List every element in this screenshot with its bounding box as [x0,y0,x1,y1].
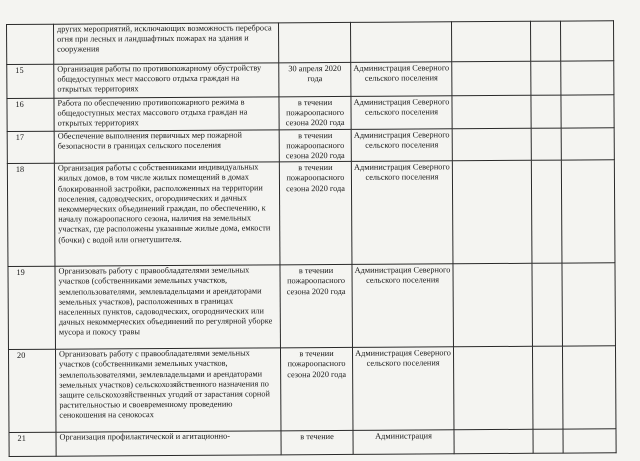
empty-cell [530,21,560,61]
empty-cell [533,429,563,453]
task-cell: других мероприятий, исключающих возможность переброса огня при лесных и ландшафтных пожарах на здания и сооружения [54,23,279,64]
responsible-cell: Администрация Северного сельского поселения [352,347,454,431]
term-cell: в течении пожароопасного сезона 2020 года [279,129,351,162]
responsible-cell: Администрация Северного сельского поселения [351,161,453,265]
empty-cell [561,95,614,128]
table-row [7,95,614,131]
fire-safety-plan-table [6,20,617,457]
empty-cell [562,263,616,346]
responsible-cell: Администрация Северного сельского поселения [351,128,452,161]
task-cell: Работа по обеспечению противопожарного режима в общедоступных местах массового отдыха граждан на открытых территориях [54,97,279,131]
term-cell [278,22,350,62]
empty-cell [452,128,531,161]
term-cell: в течение [281,431,353,455]
task-cell: Организовать работу с правообладателями земельных участков (собственниками земельных участков, землепользователями, землевладельцами и арендаторами земельных участков), расположенных в границах населенных пунктов, садоводческих, огороднических или дачных некоммерческих объединений по регулярной уборке мусора и покосу травы [55,265,281,349]
empty-cell [531,95,561,128]
empty-cell [454,430,533,454]
empty-cell [563,429,616,453]
table-row [8,346,615,433]
empty-cell [451,21,530,61]
table-row [7,160,615,267]
term-cell: в течении пожароопасного сезона 2020 года [280,348,353,431]
row-number: 20 [8,349,56,432]
term-cell: в течении пожароопасного сезона 2020 года [279,96,351,129]
responsible-cell [350,22,451,63]
empty-cell [532,263,563,346]
empty-cell [453,264,533,347]
table-row [7,127,614,163]
task-cell: Организовать работу с правообладателями земельных участков (собственниками земельных участков, землепользователями, землевладельцами и арендаторами земельных участков) сельскохозяйственного назначения по защите сельскохозяйственных угодий от зарастания сорной растительностью и своевременному проведению сенокошения на сенокосах [55,348,281,432]
term-cell: 30 апреля 2020 года [279,62,351,96]
table-row [7,61,614,99]
task-cell: Организация профилактической и агитационно- [56,431,281,456]
empty-cell [531,160,562,263]
empty-cell [531,61,561,95]
responsible-cell: Администрация [353,430,454,455]
row-number [7,24,54,64]
row-number: 18 [7,163,55,266]
empty-cell [531,128,561,161]
empty-cell [562,346,616,429]
empty-cell [532,346,563,429]
row-number: 16 [7,98,54,131]
empty-cell [453,347,533,430]
empty-cell [561,127,614,160]
task-cell: Организация работы с собственниками индивидуальных жилых домов, в том числе жилых помещений в домах блокированной застройки, расположенных на территории поселения, садоводческих, огороднических и дачных некоммерческих объединений граждан, по обеспечению, к началу пожароопасного сезона, наличия на земельных участках, где расположены указанные жилые дома, емкости (бочки) с водой или огнетушителя. [54,162,280,266]
row-number: 21 [9,432,56,456]
empty-cell [560,21,613,61]
task-cell: Обеспечение выполнения первичных мер пожарной безопасности в границах сельского поселения [54,129,279,163]
empty-cell [561,61,614,95]
table-row [7,21,614,65]
empty-cell [452,95,531,128]
row-number: 19 [8,266,56,349]
empty-cell [452,61,531,95]
empty-cell [561,160,615,263]
row-number: 17 [7,131,54,164]
table-row [8,263,615,350]
empty-cell [452,161,532,264]
term-cell: в течении пожароопасного сезона 2020 года [280,265,353,348]
task-cell: Организация работы по противопожарному обустройству общедоступных мест массового отдыха граждан на открытых территориях [54,63,279,98]
table-row [9,429,616,457]
responsible-cell: Администрация Северного сельского поселения [352,264,454,348]
term-cell: в течении пожароопасного сезона 2020 года [279,162,352,265]
responsible-cell: Администрация Северного сельского поселения [351,62,452,97]
responsible-cell: Администрация Северного сельского поселения [351,96,452,129]
row-number: 15 [7,64,54,98]
